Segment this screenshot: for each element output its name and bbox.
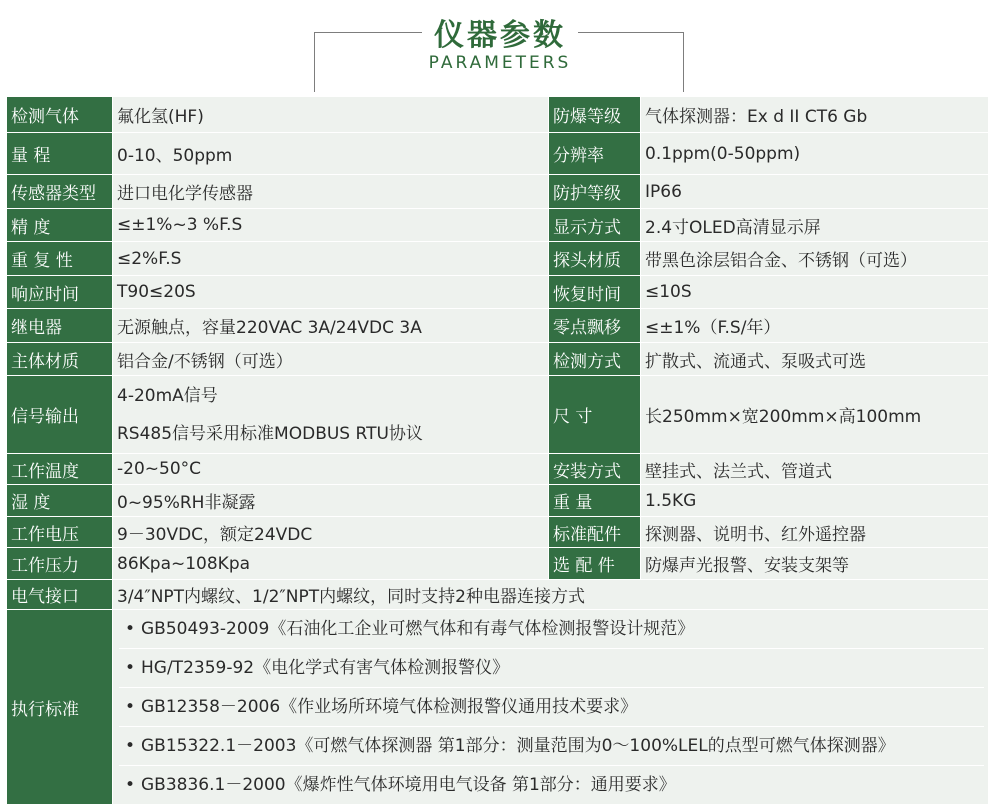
param-label: 湿 度 xyxy=(7,485,113,517)
table-row xyxy=(7,548,989,580)
table-row xyxy=(7,97,989,133)
param-value: ≤10S xyxy=(641,276,989,309)
param-value: -20~50°C xyxy=(113,454,549,485)
param-label: 探头材质 xyxy=(549,242,641,276)
param-label: 精 度 xyxy=(7,209,113,242)
param-label: 主体材质 xyxy=(7,343,113,376)
page-header xyxy=(0,0,1000,92)
param-label: 防护等级 xyxy=(549,175,641,209)
list-item: • GB50493-2009《石油化工企业可燃气体和有毒气体检测报警设计规范》 xyxy=(119,610,984,649)
param-label: 工作温度 xyxy=(7,454,113,485)
param-label: 检测方式 xyxy=(549,343,641,376)
page-subtitle: PARAMETERS xyxy=(428,53,572,73)
signal-line: RS485信号采用标准MODBUS RTU协议 xyxy=(117,423,423,444)
param-label: 恢复时间 xyxy=(549,276,641,309)
param-value: IP66 xyxy=(641,175,989,209)
table-row xyxy=(7,276,989,309)
param-value: 0.1ppm(0-50ppm) xyxy=(641,133,989,175)
bullet-icon: • xyxy=(124,736,136,756)
param-value: 扩散式、流通式、泵吸式可选 xyxy=(641,343,989,376)
list-item: • GB15322.1－2003《可燃气体探测器 第1部分：测量范围为0～100%LEL的点型可燃气体探测器》 xyxy=(119,727,984,766)
param-value: 0-10、50ppm xyxy=(113,133,549,175)
param-label: 量 程 xyxy=(7,133,113,175)
param-value: 无源触点，容量220VAC 3A/24VDC 3A xyxy=(113,309,549,343)
table-row xyxy=(7,454,989,485)
bullet-icon: • xyxy=(124,775,136,795)
param-label: 检测气体 xyxy=(7,97,113,133)
param-label: 标准配件 xyxy=(549,517,641,548)
table-row xyxy=(7,242,989,276)
param-value: ≤2%F.S xyxy=(113,242,549,276)
param-label: 信号输出 xyxy=(7,376,113,454)
list-item: • GB12358－2006《作业场所环境气体检测报警仪通用技术要求》 xyxy=(119,688,984,727)
param-label: 安装方式 xyxy=(549,454,641,485)
param-value: ≤±1%（F.S/年） xyxy=(641,309,989,343)
list-item: • HG/T2359-92《电化学式有害气体检测报警仪》 xyxy=(119,649,984,688)
param-label: 工作压力 xyxy=(7,548,113,580)
page-title: 仪器参数 xyxy=(0,10,1000,54)
param-label: 显示方式 xyxy=(549,209,641,242)
table-row xyxy=(7,133,989,175)
table-row xyxy=(7,517,989,548)
param-value: 防爆声光报警、安装支架等 xyxy=(641,548,989,580)
param-value: 探测器、说明书、红外遥控器 xyxy=(641,517,989,548)
list-item: • GB3836.1－2000《爆炸性气体环境用电气设备 第1部分：通用要求》 xyxy=(119,766,984,804)
param-value: 带黑色涂层铝合金、不锈钢（可选） xyxy=(641,242,989,276)
table-row xyxy=(7,485,989,517)
signal-line: 4-20mA信号 xyxy=(117,385,218,406)
param-value: 9－30VDC，额定24VDC xyxy=(113,517,549,548)
param-value: 氟化氢(HF) xyxy=(113,97,549,133)
parameter-table xyxy=(6,96,989,805)
bullet-icon: • xyxy=(124,658,136,678)
param-value: 2.4寸OLED高清显示屏 xyxy=(641,209,989,242)
param-label: 传感器类型 xyxy=(7,175,113,209)
table-row xyxy=(7,209,989,242)
param-value: 86Kpa~108Kpa xyxy=(113,548,549,580)
param-value: 长250mm×宽200mm×高100mm xyxy=(641,376,989,454)
table-row xyxy=(7,580,989,610)
table-row xyxy=(7,376,989,454)
table-row xyxy=(7,343,989,376)
param-label: 零点飘移 xyxy=(549,309,641,343)
param-label: 分辨率 xyxy=(549,133,641,175)
param-label: 响应时间 xyxy=(7,276,113,309)
param-label: 防爆等级 xyxy=(549,97,641,133)
param-value xyxy=(113,376,549,454)
param-value: 0~95%RH非凝露 xyxy=(113,485,549,517)
table-row xyxy=(7,309,989,343)
param-label: 电气接口 xyxy=(7,580,113,610)
param-label: 执行标准 xyxy=(7,610,113,805)
param-value: 铝合金/不锈钢（可选） xyxy=(113,343,549,376)
bullet-icon: • xyxy=(124,697,136,717)
param-value: 气体探测器：Ex d II CT6 Gb xyxy=(641,97,989,133)
param-value: 壁挂式、法兰式、管道式 xyxy=(641,454,989,485)
param-label: 重 量 xyxy=(549,485,641,517)
param-label: 继电器 xyxy=(7,309,113,343)
standards-list xyxy=(113,610,989,805)
table-row xyxy=(7,610,989,805)
param-value: 进口电化学传感器 xyxy=(113,175,549,209)
param-label: 重 复 性 xyxy=(7,242,113,276)
bullet-icon: • xyxy=(124,619,136,639)
param-value: T90≤20S xyxy=(113,276,549,309)
param-value: 1.5KG xyxy=(641,485,989,517)
param-label: 工作电压 xyxy=(7,517,113,548)
param-label: 选 配 件 xyxy=(549,548,641,580)
table-row xyxy=(7,175,989,209)
param-value: ≤±1%~3 %F.S xyxy=(113,209,549,242)
param-label: 尺 寸 xyxy=(549,376,641,454)
param-value: 3/4″NPT内螺纹、1/2″NPT内螺纹，同时支持2种电器连接方式 xyxy=(113,580,989,610)
